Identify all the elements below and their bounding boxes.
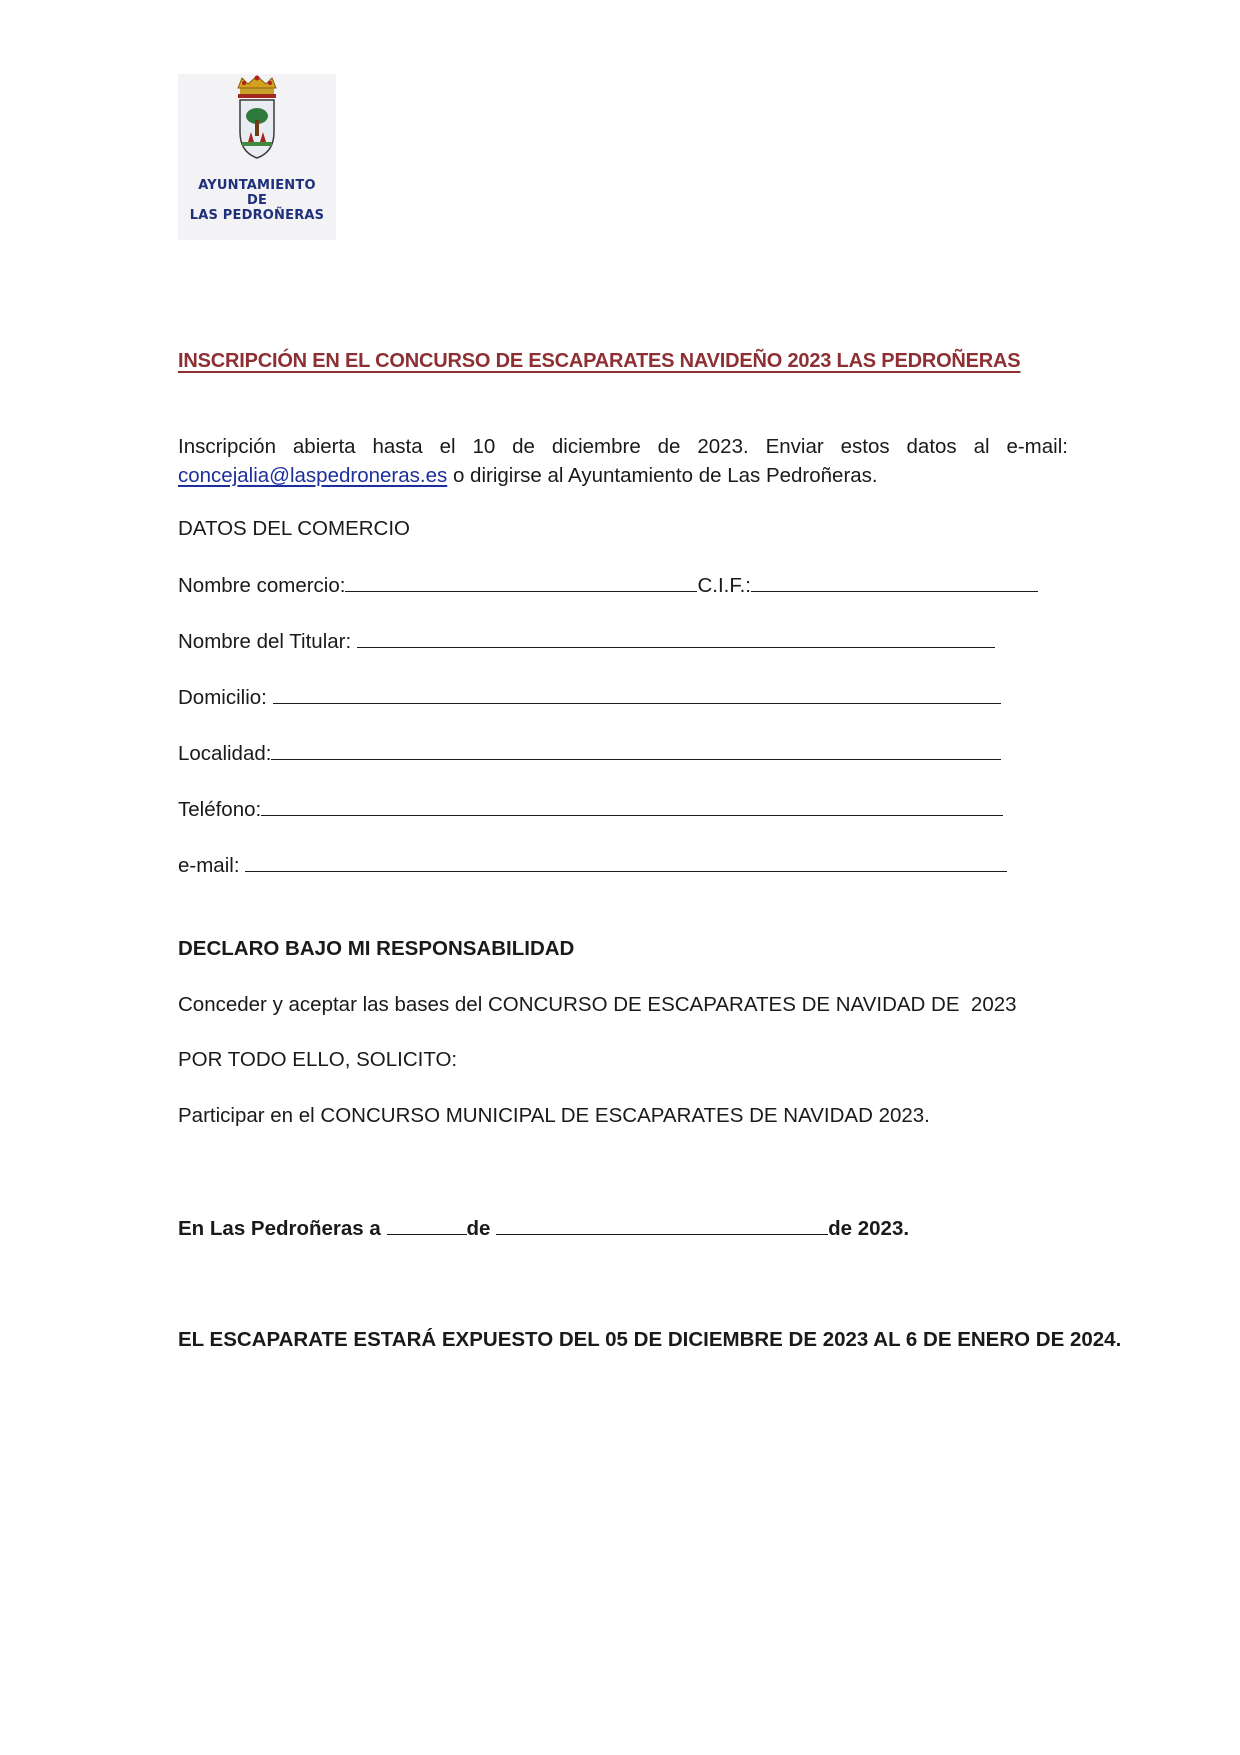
form-row-domicilio	[178, 685, 1001, 710]
request-text: Participar en el CONCURSO MUNICIPAL DE ESCAPARATES DE NAVIDAD 2023.	[178, 1104, 930, 1127]
intro-word: hasta	[372, 435, 423, 458]
intro-word: abierta	[292, 435, 356, 458]
declaration-text: Conceder y aceptar las bases del CONCURSO DE ESCAPARATES DE NAVIDAD DE 2023	[178, 993, 1017, 1016]
intro-paragraph	[178, 432, 1068, 490]
localidad-field[interactable]	[271, 741, 1001, 760]
signature-suffix: de 2023.	[828, 1217, 910, 1240]
intro-word: Enviar	[765, 435, 824, 458]
email-label: e-mail:	[178, 854, 246, 877]
intro-line2	[178, 461, 1068, 490]
contact-email-link[interactable]: concejalia@laspedroneras.es	[178, 464, 448, 487]
domicilio-field[interactable]	[273, 685, 1001, 704]
cif-label: C.I.F.:	[697, 574, 752, 597]
cif-field[interactable]	[751, 573, 1038, 592]
coat-of-arms-icon	[178, 74, 336, 164]
request-heading: POR TODO ELLO, SOLICITO:	[178, 1048, 458, 1071]
nombre-comercio-field[interactable]	[345, 573, 697, 592]
intro-word: diciembre	[551, 435, 641, 458]
domicilio-label: Domicilio:	[178, 686, 273, 709]
intro-word: datos	[906, 435, 957, 458]
signature-month-field[interactable]	[496, 1216, 828, 1235]
titular-field[interactable]	[357, 629, 995, 648]
form-row-email	[178, 853, 1007, 878]
intro-word: de	[512, 435, 535, 458]
form-row-comercio	[178, 573, 1038, 598]
nombre-comercio-label: Nombre comercio:	[178, 574, 346, 597]
intro-word: e-mail:	[1006, 435, 1068, 458]
intro-word: el	[439, 435, 456, 458]
logo-text-line2: DE	[246, 193, 268, 208]
form-row-titular	[178, 629, 995, 654]
form-row-localidad	[178, 741, 1001, 766]
intro-word: 10	[472, 435, 496, 458]
document-title: INSCRIPCIÓN EN EL CONCURSO DE ESCAPARATES NAVIDEÑO 2023 LAS PEDROÑERAS	[178, 350, 1021, 372]
form-row-telefono	[178, 797, 1003, 822]
declaration-heading: DECLARO BAJO MI RESPONSABILIDAD	[178, 937, 575, 960]
intro-line1	[178, 432, 1068, 461]
localidad-label: Localidad:	[178, 742, 272, 765]
email-field[interactable]	[245, 853, 1007, 872]
intro-word: 2023.	[697, 435, 749, 458]
logo-text-line1: AYUNTAMIENTO	[198, 178, 316, 193]
signature-prefix: En Las Pedroñeras a	[178, 1217, 387, 1240]
municipal-logo	[178, 74, 336, 240]
section-heading: DATOS DEL COMERCIO	[178, 517, 410, 540]
signature-line	[178, 1216, 909, 1241]
intro-line2-text: o dirigirse al Ayuntamiento de Las Pedroñeras.	[447, 464, 878, 487]
intro-word: al	[973, 435, 990, 458]
telefono-field[interactable]	[261, 797, 1003, 816]
logo-text-line3: LAS PEDROÑERAS	[189, 208, 325, 223]
exhibition-dates-note: EL ESCAPARATE ESTARÁ EXPUESTO DEL 05 DE DICIEMBRE DE 2023 AL 6 DE ENERO DE 2024.	[178, 1328, 1122, 1351]
signature-de: de	[466, 1217, 497, 1240]
titular-label: Nombre del Titular:	[178, 630, 357, 653]
telefono-label: Teléfono:	[178, 798, 262, 821]
signature-day-field[interactable]	[387, 1216, 467, 1235]
intro-word: de	[657, 435, 681, 458]
intro-word: estos	[840, 435, 890, 458]
intro-word: Inscripción	[178, 435, 276, 458]
